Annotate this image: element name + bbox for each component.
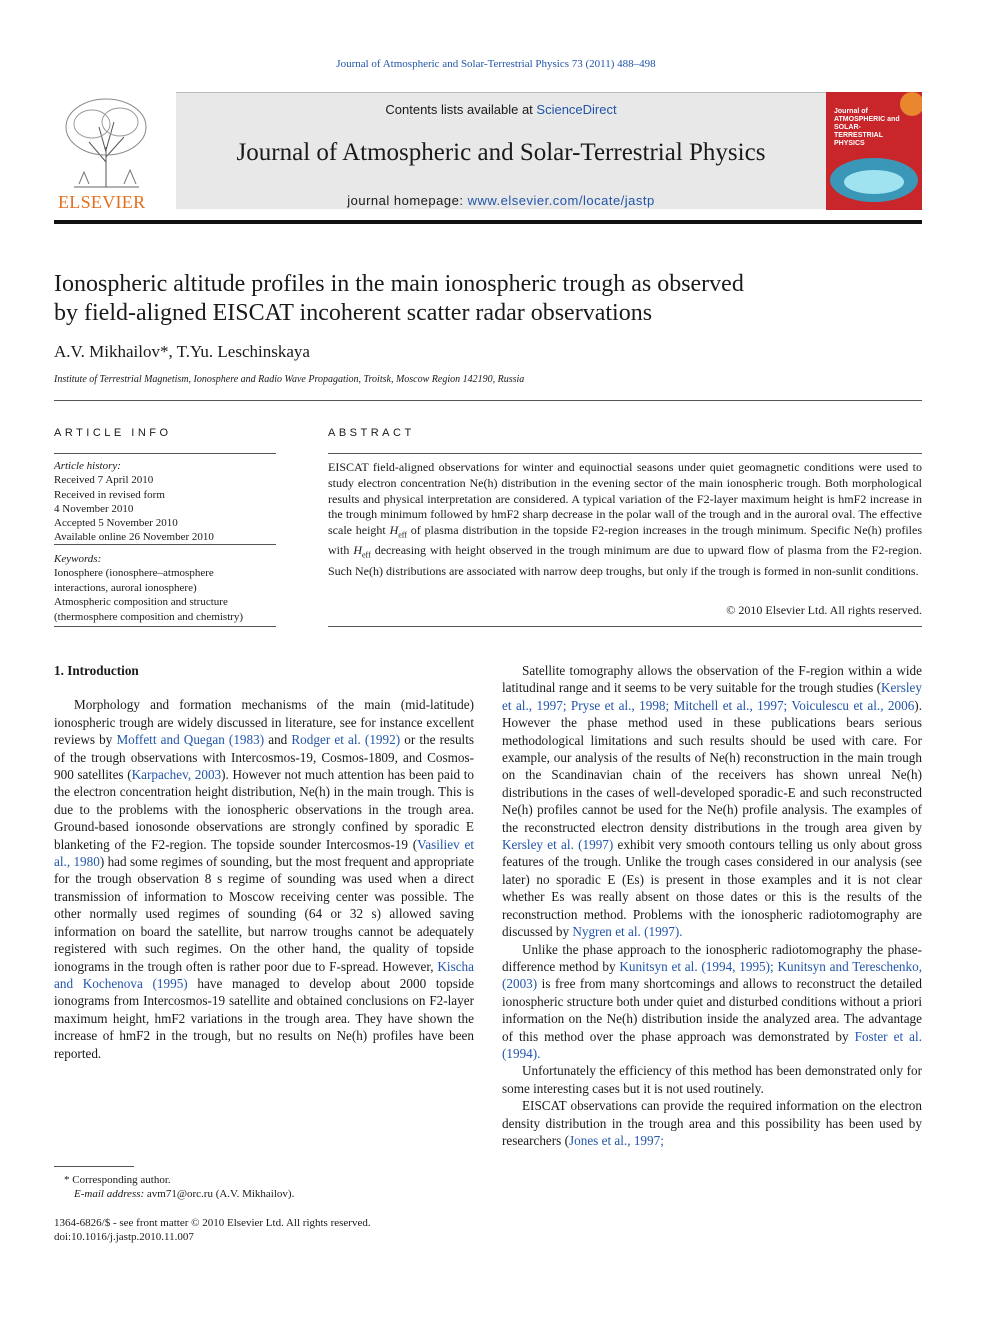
citation-link[interactable]: Karpachev, 2003 — [131, 767, 222, 783]
body-column-left — [54, 662, 474, 1062]
article-history — [54, 459, 276, 545]
title-line-2: by field-aligned EISCAT incoherent scatter radar observations — [54, 300, 653, 326]
text: EISCAT observations can provide the required information on the electron density distribution in the trough area and this possibility has been used by researchers ( — [502, 1098, 922, 1148]
history-item: Accepted 5 November 2010 — [54, 517, 178, 530]
journal-cover-image[interactable] — [826, 92, 922, 210]
citation-link[interactable]: Jones et al., 1997; — [569, 1132, 664, 1148]
symbol-h: H — [353, 543, 362, 558]
citation-link[interactable]: Foster et al. (1994). — [502, 1028, 922, 1061]
keyword-line: interactions, auroral ionosphere) — [54, 581, 197, 594]
journal-reference[interactable]: Journal of Atmospheric and Solar-Terrestrial Physics 73 (2011) 488–498 — [336, 58, 656, 70]
citation-link[interactable]: Vasiliev et al., 1980 — [54, 836, 474, 870]
article-info-heading: ARTICLE INFO — [54, 427, 172, 439]
history-item: 4 November 2010 — [54, 502, 134, 515]
imprint — [54, 1216, 371, 1245]
sciencedirect-link[interactable]: ScienceDirect — [536, 102, 617, 117]
paragraph — [54, 696, 474, 1062]
text: ). However the phase method used in these publications bears serious methodological limitations and such results should be used with care. For example, our analysis of the results of Ne(h) reconstruction in the main trough on the Scandinavian chain of the receivers has shown unreal Ne(h) distributions in the cases of well-developed sporadic-E and such reconstructed Ne(h) profiles cannot be used for the Ne(h) profile analysis. The examples of the reconstructed electron density distributions in the trough area given by — [502, 697, 922, 835]
abstract-text — [328, 460, 922, 579]
copyright-notice: © 2010 Elsevier Ltd. All rights reserved. — [726, 603, 922, 617]
footnotes — [54, 1173, 294, 1202]
homepage-link[interactable]: www.elsevier.com/locate/jastp — [467, 193, 655, 208]
history-item: Received 7 April 2010 — [54, 474, 154, 487]
symbol-sub: eff — [362, 550, 371, 560]
journal-title: Journal of Atmospheric and Solar-Terrestrial Physics — [236, 139, 766, 166]
divider — [54, 626, 276, 627]
symbol-h: H — [389, 523, 399, 538]
text: have managed to develop about 2000 topside ionograms from Intercosmos-19 satellite and obtained conclusions on F2-layer maximum height, hmF2 variations in the trough area. They have shown the increase of hmF2 in the trough, but no results on Ne(h) profiles have been reported. — [54, 975, 474, 1061]
text: ) had some regimes of sounding, but the most frequent and appropriate for the trough observation 8 s regime of sounding was used when a direct transmission of information to Moscow receiving center was possible. The other normally used regimes of sounding (64 or 32 s) allowed saving information on board the satellite, but narrow troughs cannot be adequately registered with such regimes. On the other hand, the quality of topside ionograms in the trough often is rather poor due to F-spread. However, — [54, 854, 474, 974]
history-label: Article history: — [54, 460, 121, 472]
keyword-line: Ionosphere (ionosphere–atmosphere — [54, 567, 214, 580]
divider — [328, 626, 922, 627]
journal-header — [54, 92, 922, 214]
citation-link[interactable]: Rodger et al. (1992) — [291, 732, 401, 748]
citation-link[interactable]: Kersley et al. (1997) — [502, 837, 614, 853]
abstract-part: EISCAT field-aligned observations for winter and equinoctial seasons under quiet geomagnetic conditions were used to study electron concentration Ne(h) distribution in the evening sector of the main ionospheric trough. Both morphological results and physical interpretation are considered. A typical variation of the F2-layer maximum height is hmF2 increase in the trough minimum followed by hmF2 sharp decrease in the polar wall of the trough and in the auroral oval. The effective scale height — [328, 460, 922, 538]
keyword-line: Atmospheric composition and structure — [54, 596, 228, 609]
abstract-part: of plasma distribution in the topside F2-region increases in the trough minimum. Specific Ne(h) profiles with — [328, 523, 923, 558]
homepage-prefix: journal homepage: — [347, 193, 468, 208]
citation-link[interactable]: Kischa and Kochenova (1995) — [54, 958, 474, 991]
symbol-sub: eff — [398, 530, 407, 540]
author-1: A.V. Mikhailov — [54, 342, 160, 361]
header-divider — [54, 220, 922, 224]
divider — [54, 544, 276, 545]
citation-link[interactable]: Nygren et al. (1997). — [572, 924, 683, 940]
history-item: Received in revised form — [54, 488, 165, 501]
authors — [54, 342, 310, 362]
text: ). However not much attention has been paid to the electron concentration height distribution, Ne(h) in the main trough. This is due to the problems with the ionospheric observations in the trough area. Ground-based ionosonde observations are strongly confined by sporadic E blanketing of the F2-region. The topside sounder Intercosmos-19 ( — [54, 767, 474, 852]
keywords-label: Keywords: — [54, 553, 102, 565]
citation-link[interactable]: Moffett and Quegan (1983) — [116, 732, 265, 748]
cover-title: Journal of ATMOSPHERIC and SOLAR-TERRESTRIAL PHYSICS — [834, 108, 900, 147]
email-label: E-mail address: — [74, 1188, 145, 1201]
affiliation: Institute of Terrestrial Magnetism, Ionosphere and Radio Wave Propagation, Troitsk, Moscow Region 142190, Russia — [54, 374, 525, 385]
elsevier-tree-logo — [54, 92, 159, 212]
corresponding-author-note: * Corresponding author. — [64, 1174, 171, 1186]
doi-line[interactable]: doi:10.1016/j.jastp.2010.11.007 — [54, 1231, 194, 1244]
corresponding-author-marker[interactable]: * — [159, 342, 169, 361]
contents-line — [176, 102, 826, 117]
paragraph — [502, 1097, 922, 1149]
paragraph — [502, 941, 922, 1063]
citation-link[interactable]: Kersley et al., 1997; Pryse et al., 1998; Mitchell et al., 1997; Voiculescu et al., 2006 — [502, 680, 922, 713]
divider — [54, 453, 276, 454]
title-line-1: Ionospheric altitude profiles in the main ionospheric trough as observed — [54, 271, 744, 297]
divider — [54, 400, 922, 401]
abstract-heading: ABSTRACT — [328, 427, 415, 439]
abstract-part: decreasing with height observed in the trough minimum are due to upward flow of plasma from the F2-region. Such Ne(h) distributions are associated with narrow deep troughs, but only if the trough is formed in non-sunlit conditions. — [328, 543, 922, 578]
text: exhibit very smooth contours telling us only about gross features of the trough. Unlike the trough cases considered in our analysis (see later) no sporadic E (Es) is present in those examples and it is not clear whether Es was really absent on those dates or this is the results of the reconstruction method. Problems with the ionospheric radiotomography are discussed by — [502, 837, 922, 940]
text: Unlike the phase approach to the ionospheric radiotomography the phase-difference method by — [502, 941, 922, 974]
divider — [328, 453, 922, 454]
contents-prefix: Contents lists available at — [385, 102, 537, 117]
author-2: , T.Yu. Leschinskaya — [168, 342, 310, 361]
body-column-right — [502, 662, 922, 1149]
keyword-line: (thermosphere composition and chemistry) — [54, 610, 244, 623]
email-value[interactable]: avm71@orc.ru (A.V. Mikhailov). — [144, 1188, 295, 1201]
masthead — [176, 92, 826, 209]
footnote-divider — [54, 1166, 134, 1167]
history-item: Available online 26 November 2010 — [54, 531, 214, 544]
text: is free from many shortcomings and allows to reconstruct the detailed ionospheric structure both under quiet and disturbed conditions without a priori information on the Ne(h) distribution inside the analyzed area. The advantage of this method over the phase approach was demonstrated by — [502, 976, 922, 1044]
paragraph — [502, 662, 922, 941]
paragraph: Unfortunately the efficiency of this method has been demonstrated only for some interesting cases but it is not used routinely. — [502, 1063, 922, 1096]
keywords — [54, 552, 276, 624]
section-heading: 1. Introduction — [54, 663, 139, 678]
article-title — [54, 270, 914, 328]
elsevier-wordmark: ELSEVIER — [58, 192, 146, 212]
homepage-line — [176, 193, 826, 208]
text: Satellite tomography allows the observation of the F-region within a wide latitudinal range and it seems to be very suitable for the trough studies ( — [502, 663, 922, 696]
text: Morphology and formation mechanisms of the main (mid-latitude) ionospheric trough are widely discussed in literature, see for instance excellent reviews by — [54, 697, 474, 748]
issn-line: 1364-6826/$ - see front matter © 2010 Elsevier Ltd. All rights reserved. — [54, 1217, 371, 1229]
email-note — [54, 1187, 294, 1201]
text: or the results of the trough observations with Intercosmos-19, Cosmos-1809, and Cosmos-900 satellites ( — [54, 732, 474, 783]
citation-link[interactable]: Kunitsyn et al. (1994, 1995); Kunitsyn and Tereschenko, (2003) — [502, 958, 922, 992]
text: and — [264, 732, 292, 748]
